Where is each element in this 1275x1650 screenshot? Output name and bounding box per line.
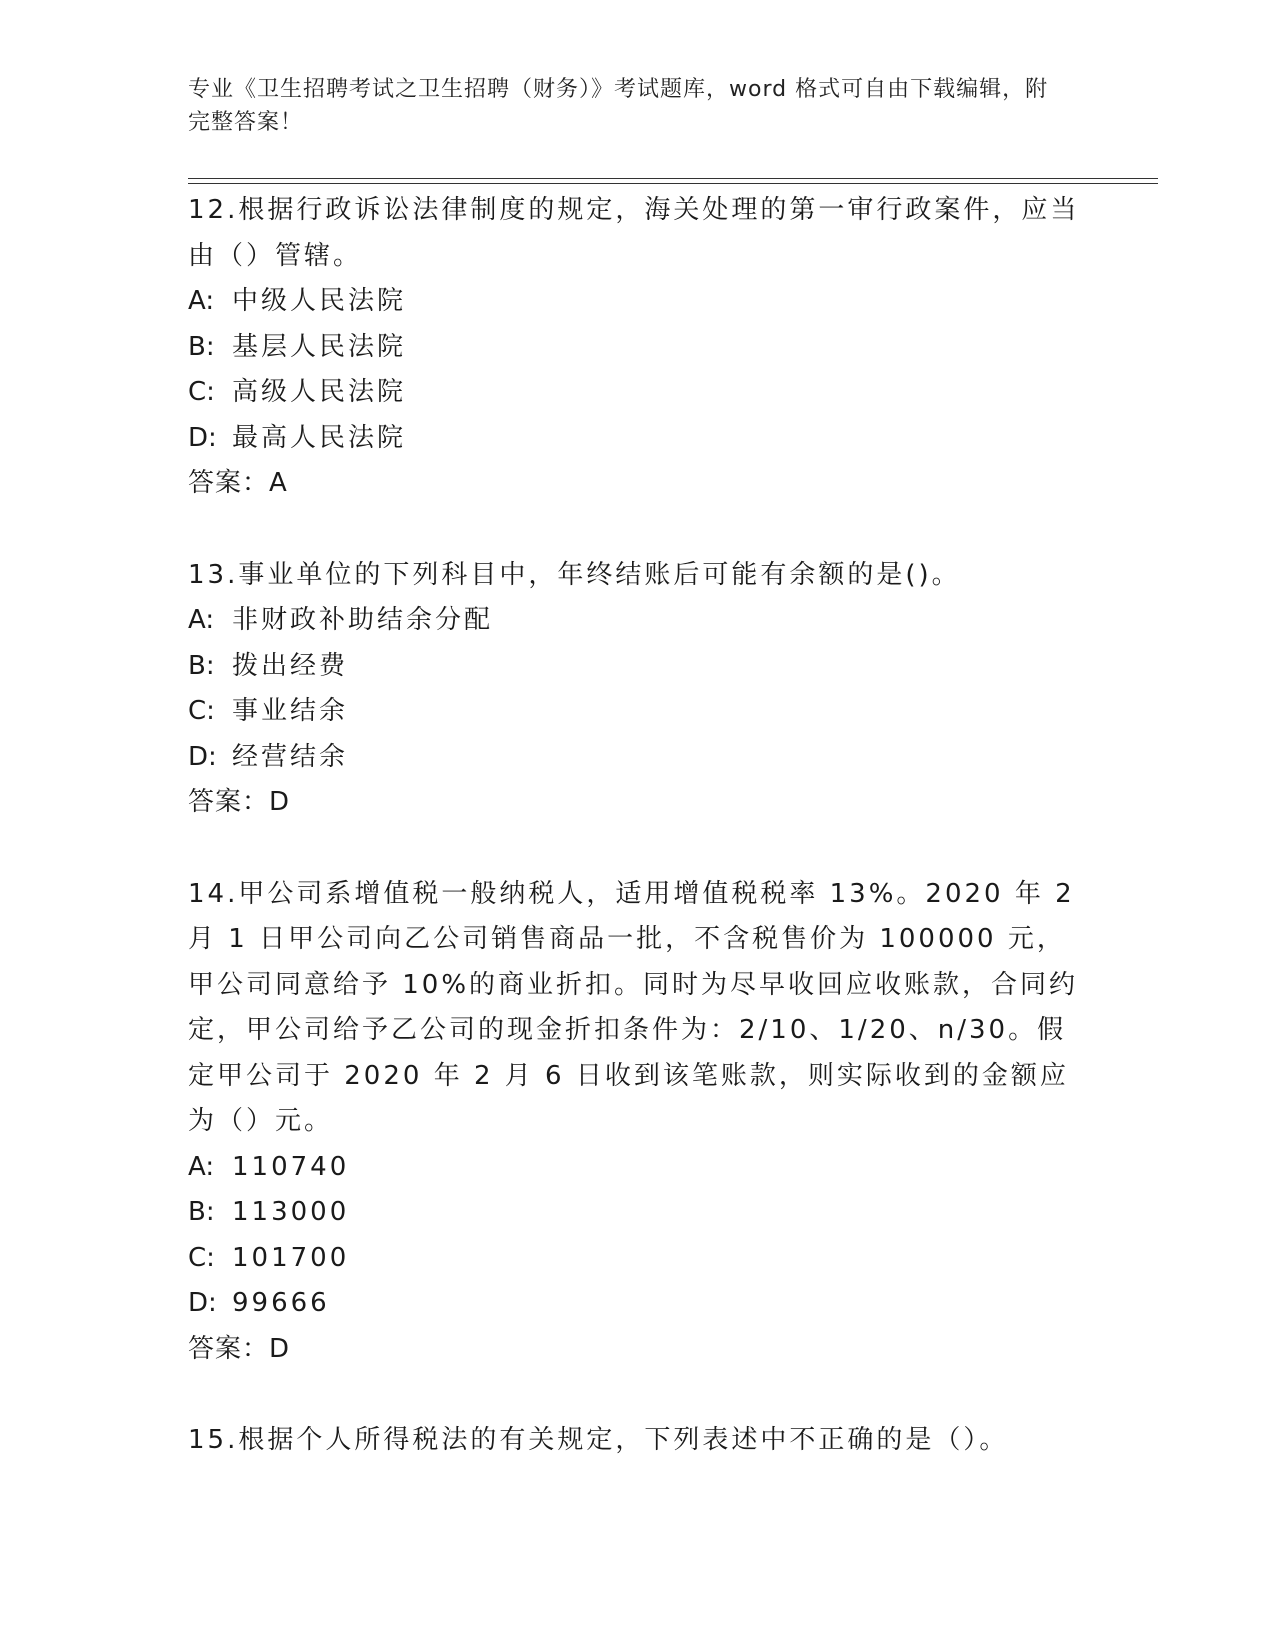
option-text: 高级人民法院	[232, 377, 407, 407]
option-text: 事业结余	[232, 696, 349, 726]
question-14	[188, 872, 1088, 1373]
option-d	[188, 735, 1088, 781]
option-c	[188, 370, 1088, 416]
header-divider-bottom	[188, 183, 1158, 184]
answer-label: 答案：	[188, 787, 270, 817]
question-text: 12.根据行政诉讼法律制度的规定，海关处理的第一审行政案件，应当由（）管辖。	[188, 195, 1080, 271]
question-15	[188, 1418, 1088, 1464]
option-text: 基层人民法院	[232, 331, 407, 362]
option-text: 最高人民法院	[232, 422, 407, 453]
option-text: 非财政补助结余分配	[232, 605, 494, 635]
option-b	[188, 644, 1088, 690]
option-key: B:	[188, 331, 215, 362]
question-text: 14.甲公司系增值税一般纳税人，适用增值税税率 13%。2020 年 2 月 1 日甲公司向乙公司销售商品一批，不含税售价为 100000 元，甲公司同意给予 10%的商业折扣。同时为尽早收回应收账款，合同约定，甲公司给予乙公司的现金折扣条件为：2/10、1/20、n/30。假定甲公司于 2020 年 2 月 6 日收到该笔账款，则实际收到的金额应为（）元。	[188, 878, 1079, 1136]
option-text: 经营结余	[232, 741, 349, 772]
option-text: 中级人民法院	[232, 286, 407, 316]
question-13	[188, 553, 1088, 826]
answer-line	[188, 780, 1088, 826]
option-text: 99666	[232, 1288, 330, 1318]
option-c	[188, 689, 1088, 735]
option-b	[188, 1190, 1088, 1236]
option-a	[188, 279, 1088, 325]
option-a	[188, 1145, 1088, 1191]
question-12	[188, 188, 1088, 507]
option-text: 113000	[232, 1197, 350, 1227]
option-key: D:	[188, 741, 217, 772]
answer-label: 答案：	[188, 1333, 270, 1364]
option-a	[188, 598, 1088, 644]
question-text: 15.根据个人所得税法的有关规定，下列表述中不正确的是（）。	[188, 1425, 1009, 1455]
question-text: 13.事业单位的下列科目中，年终结账后可能有余额的是()。	[188, 559, 961, 590]
option-text: 101700	[232, 1242, 350, 1273]
option-b	[188, 325, 1088, 371]
answer-value: D	[269, 1333, 291, 1364]
answer-value: D	[269, 787, 291, 817]
option-key: B:	[188, 650, 215, 681]
answer-line	[188, 461, 1088, 507]
option-key: A:	[188, 1151, 215, 1182]
answer-label: 答案：	[188, 468, 270, 498]
option-key: D:	[188, 1288, 217, 1318]
option-key: C:	[188, 1242, 215, 1273]
option-d	[188, 1281, 1088, 1327]
option-key: C:	[188, 696, 215, 726]
answer-line	[188, 1327, 1088, 1373]
option-key: A:	[188, 286, 215, 316]
answer-value: A	[269, 468, 288, 498]
option-c	[188, 1236, 1088, 1282]
option-key: B:	[188, 1197, 215, 1227]
option-text: 拨出经费	[232, 650, 349, 681]
question-list	[188, 188, 1088, 1510]
option-d	[188, 416, 1088, 462]
option-key: C:	[188, 377, 215, 407]
option-text: 110740	[232, 1151, 350, 1182]
header-divider-top	[188, 178, 1158, 179]
option-key: D:	[188, 422, 217, 453]
document-header: 专业《卫生招聘考试之卫生招聘（财务）》考试题库，word 格式可自由下载编辑，附完整答案！	[188, 77, 1049, 135]
option-key: A:	[188, 605, 215, 635]
